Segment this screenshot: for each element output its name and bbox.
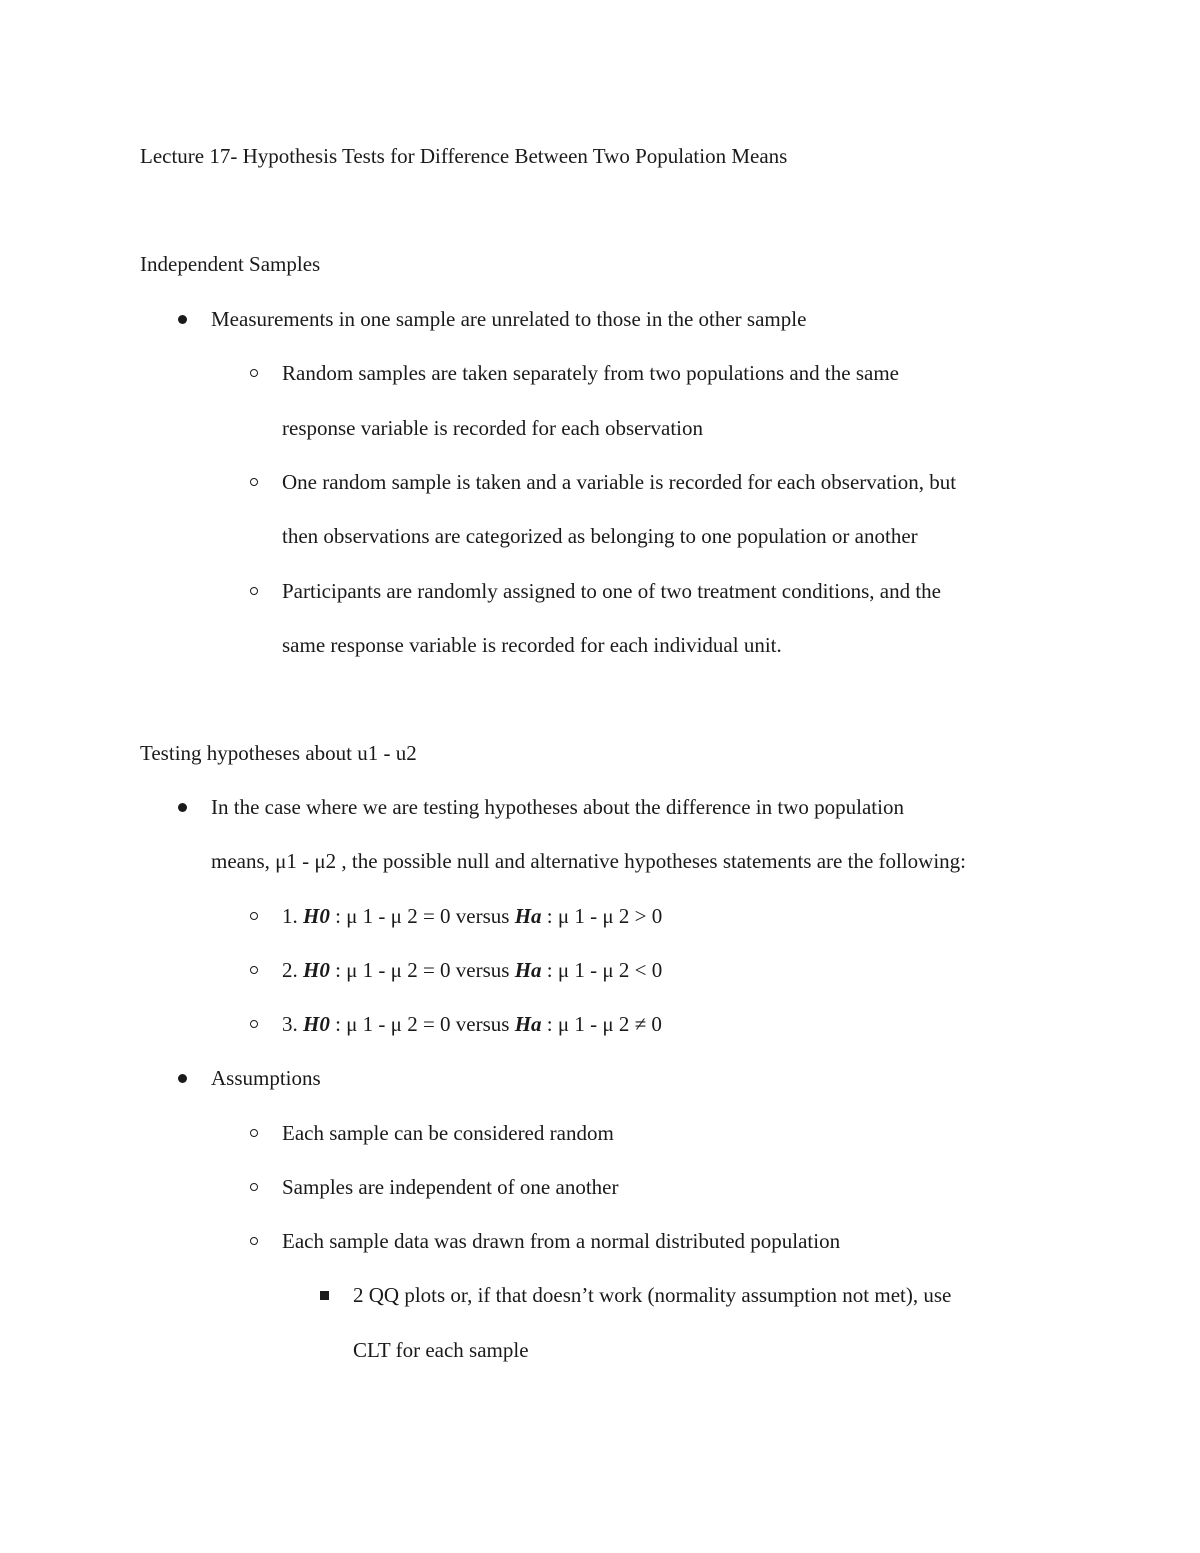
hypothesis-number: 1. bbox=[282, 904, 298, 928]
alternative-hypothesis-symbol: Ha bbox=[514, 1012, 542, 1036]
bullet-circle-icon bbox=[250, 912, 258, 920]
hypothesis-number: 3. bbox=[282, 1012, 298, 1036]
bullet-case-line2: means, μ1 - μ2 , the possible null and alternative hypotheses statements are the following: bbox=[211, 849, 967, 873]
alternative-hypothesis-text: : μ 1 - μ 2 < 0 bbox=[541, 958, 663, 982]
sub-bullet-random-samples-line1: Random samples are taken separately from two populations and the same bbox=[282, 361, 899, 385]
null-hypothesis-symbol: H0 bbox=[303, 1012, 330, 1036]
bullet-dot-icon bbox=[178, 315, 187, 324]
bullet-dot-icon bbox=[178, 1074, 187, 1083]
alternative-hypothesis-text: : μ 1 - μ 2 > 0 bbox=[541, 904, 663, 928]
assumption-item: Each sample data was drawn from a normal distributed population bbox=[282, 1229, 841, 1253]
alternative-hypothesis-symbol: Ha bbox=[514, 958, 542, 982]
bullet-circle-icon bbox=[250, 1183, 258, 1191]
bullet-circle-icon bbox=[250, 587, 258, 595]
hypothesis-item bbox=[282, 956, 662, 984]
null-hypothesis-text: : μ 1 - μ 2 = 0 versus bbox=[329, 958, 515, 982]
page-title: Lecture 17- Hypothesis Tests for Difference Between Two Population Means bbox=[140, 144, 788, 168]
sub-bullet-participants-line2: same response variable is recorded for each individual unit. bbox=[282, 633, 782, 657]
alternative-hypothesis-symbol: Ha bbox=[514, 904, 542, 928]
bullet-circle-icon bbox=[250, 1237, 258, 1245]
sub-bullet-participants-line1: Participants are randomly assigned to one of two treatment conditions, and the bbox=[282, 579, 941, 603]
section-heading-testing-hypotheses: Testing hypotheses about u1 - u2 bbox=[140, 741, 417, 765]
bullet-measurements: Measurements in one sample are unrelated to those in the other sample bbox=[211, 307, 807, 331]
bullet-assumptions: Assumptions bbox=[211, 1066, 321, 1090]
null-hypothesis-text: : μ 1 - μ 2 = 0 versus bbox=[329, 1012, 515, 1036]
bullet-circle-icon bbox=[250, 1020, 258, 1028]
qq-plots-line2: CLT for each sample bbox=[353, 1338, 529, 1362]
bullet-circle-icon bbox=[250, 478, 258, 486]
bullet-circle-icon bbox=[250, 966, 258, 974]
bullet-circle-icon bbox=[250, 1129, 258, 1137]
sub-bullet-one-random-sample-line1: One random sample is taken and a variable is recorded for each observation, but bbox=[282, 470, 957, 494]
null-hypothesis-text: : μ 1 - μ 2 = 0 versus bbox=[329, 904, 515, 928]
bullet-dot-icon bbox=[178, 803, 187, 812]
alternative-hypothesis-text: : μ 1 - μ 2 ≠ 0 bbox=[541, 1012, 662, 1036]
sub-bullet-random-samples-line2: response variable is recorded for each observation bbox=[282, 416, 703, 440]
bullet-circle-icon bbox=[250, 369, 258, 377]
section-heading-independent-samples: Independent Samples bbox=[140, 252, 321, 276]
hypothesis-number: 2. bbox=[282, 958, 298, 982]
assumption-item: Each sample can be considered random bbox=[282, 1121, 614, 1145]
bullet-square-icon bbox=[320, 1291, 329, 1300]
hypothesis-item bbox=[282, 1010, 662, 1038]
hypothesis-item bbox=[282, 902, 662, 930]
sub-bullet-one-random-sample-line2: then observations are categorized as belonging to one population or another bbox=[282, 524, 918, 548]
null-hypothesis-symbol: H0 bbox=[303, 958, 330, 982]
assumption-item: Samples are independent of one another bbox=[282, 1175, 619, 1199]
null-hypothesis-symbol: H0 bbox=[303, 904, 330, 928]
qq-plots-line1: 2 QQ plots or, if that doesn’t work (normality assumption not met), use bbox=[353, 1283, 952, 1307]
bullet-case-line1: In the case where we are testing hypotheses about the difference in two population bbox=[211, 795, 904, 819]
